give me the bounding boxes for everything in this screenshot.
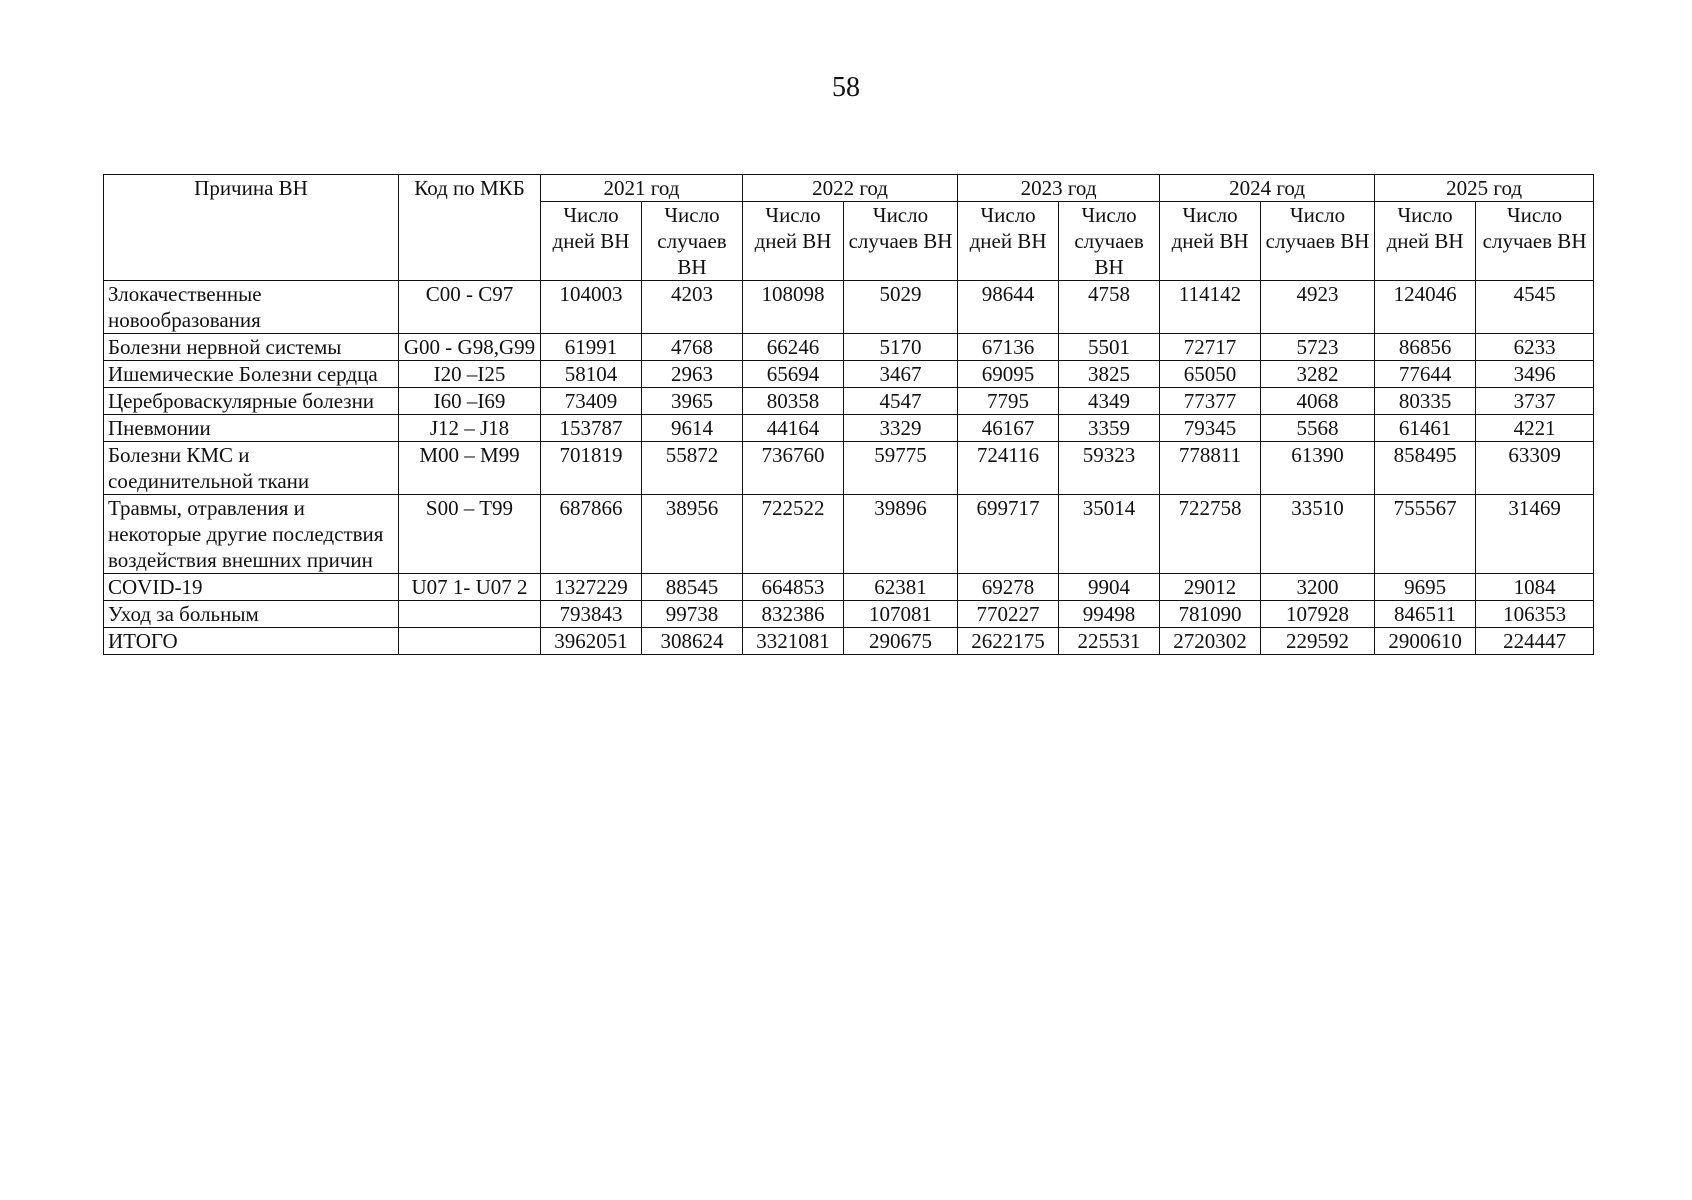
cell-2024-cases: 107928	[1261, 601, 1375, 628]
row-code: U07 1- U07 2	[399, 574, 541, 601]
header-cases: Число случаев ВН	[1059, 202, 1160, 281]
cell-2025-cases: 106353	[1476, 601, 1594, 628]
cell-2025-cases: 3737	[1476, 388, 1594, 415]
cell-2021-cases: 308624	[642, 628, 743, 655]
cell-2022-cases: 3467	[844, 361, 958, 388]
header-year-2022: 2022 год	[743, 175, 958, 202]
page-number: 58	[832, 72, 860, 103]
table-row	[104, 281, 1594, 334]
cell-2025-cases: 63309	[1476, 442, 1594, 495]
cell-2025-days: 755567	[1375, 495, 1476, 574]
table-row	[104, 495, 1594, 574]
cell-2024-days: 72717	[1160, 334, 1261, 361]
cell-2023-days: 2622175	[958, 628, 1059, 655]
header-year-2023: 2023 год	[958, 175, 1160, 202]
cell-2024-cases: 4923	[1261, 281, 1375, 334]
cell-2024-cases: 3200	[1261, 574, 1375, 601]
cell-2022-days: 664853	[743, 574, 844, 601]
row-cause: Болезни КМС и соединительной ткани	[104, 442, 399, 495]
cell-2025-days: 858495	[1375, 442, 1476, 495]
cell-2022-cases: 39896	[844, 495, 958, 574]
row-code: I20 –I25	[399, 361, 541, 388]
cell-2022-cases: 62381	[844, 574, 958, 601]
header-cause: Причина ВН	[104, 175, 399, 281]
row-code: M00 – M99	[399, 442, 541, 495]
cell-2022-cases: 5170	[844, 334, 958, 361]
header-days: Число дней ВН	[541, 202, 642, 281]
row-cause: Цереброваскулярные болезни	[104, 388, 399, 415]
header-cases: Число случаев ВН	[1476, 202, 1594, 281]
cell-2024-cases: 4068	[1261, 388, 1375, 415]
header-cases: Число случаев ВН	[1261, 202, 1375, 281]
cell-2023-days: 98644	[958, 281, 1059, 334]
cell-2025-cases: 6233	[1476, 334, 1594, 361]
cell-2024-cases: 61390	[1261, 442, 1375, 495]
row-cause: Злокачественные новообразования	[104, 281, 399, 334]
cell-2023-cases: 225531	[1059, 628, 1160, 655]
cell-2025-days: 86856	[1375, 334, 1476, 361]
cell-2023-cases: 99498	[1059, 601, 1160, 628]
cell-2024-days: 77377	[1160, 388, 1261, 415]
cell-2023-days: 7795	[958, 388, 1059, 415]
cell-2025-days: 124046	[1375, 281, 1476, 334]
cell-2022-days: 722522	[743, 495, 844, 574]
cell-2021-days: 58104	[541, 361, 642, 388]
header-cases: Число случаев ВН	[642, 202, 743, 281]
table-row	[104, 361, 1594, 388]
cell-2025-days: 846511	[1375, 601, 1476, 628]
cell-2024-days: 778811	[1160, 442, 1261, 495]
cell-2023-days: 67136	[958, 334, 1059, 361]
cell-2025-cases: 4545	[1476, 281, 1594, 334]
row-code	[399, 601, 541, 628]
cell-2021-days: 793843	[541, 601, 642, 628]
cell-2023-cases: 4349	[1059, 388, 1160, 415]
table-row-total	[104, 628, 1594, 655]
cell-2022-days: 3321081	[743, 628, 844, 655]
cell-2024-days: 781090	[1160, 601, 1261, 628]
row-cause: Ишемические Болезни сердца	[104, 361, 399, 388]
cell-2024-days: 79345	[1160, 415, 1261, 442]
row-code: C00 - C97	[399, 281, 541, 334]
cell-2021-cases: 9614	[642, 415, 743, 442]
cell-2021-days: 61991	[541, 334, 642, 361]
row-cause: Болезни нервной системы	[104, 334, 399, 361]
cell-2022-cases: 107081	[844, 601, 958, 628]
cell-2023-cases: 59323	[1059, 442, 1160, 495]
header-days: Число дней ВН	[1375, 202, 1476, 281]
cell-2023-days: 69278	[958, 574, 1059, 601]
cell-2025-days: 9695	[1375, 574, 1476, 601]
cell-2022-cases: 5029	[844, 281, 958, 334]
row-cause: Уход за больным	[104, 601, 399, 628]
sick-leave-table	[103, 174, 1594, 655]
cell-2021-cases: 99738	[642, 601, 743, 628]
cell-2021-days: 73409	[541, 388, 642, 415]
row-code: I60 –I69	[399, 388, 541, 415]
cell-2022-days: 66246	[743, 334, 844, 361]
table-row	[104, 442, 1594, 495]
cell-2025-cases: 3496	[1476, 361, 1594, 388]
header-year-2021: 2021 год	[541, 175, 743, 202]
cell-2025-days: 77644	[1375, 361, 1476, 388]
cell-2023-days: 770227	[958, 601, 1059, 628]
cell-2023-cases: 5501	[1059, 334, 1160, 361]
cell-2021-cases: 4203	[642, 281, 743, 334]
table-row	[104, 415, 1594, 442]
header-days: Число дней ВН	[1160, 202, 1261, 281]
cell-2021-cases: 38956	[642, 495, 743, 574]
cell-2023-cases: 4758	[1059, 281, 1160, 334]
cell-2022-days: 736760	[743, 442, 844, 495]
cell-2022-cases: 4547	[844, 388, 958, 415]
cell-2021-days: 104003	[541, 281, 642, 334]
cell-2025-cases: 224447	[1476, 628, 1594, 655]
header-year-2025: 2025 год	[1375, 175, 1594, 202]
header-year-2024: 2024 год	[1160, 175, 1375, 202]
cell-2021-days: 3962051	[541, 628, 642, 655]
row-code: G00 - G98,G99	[399, 334, 541, 361]
cell-2021-cases: 88545	[642, 574, 743, 601]
row-code	[399, 628, 541, 655]
cell-2024-days: 722758	[1160, 495, 1261, 574]
cell-2024-days: 114142	[1160, 281, 1261, 334]
cell-2024-days: 2720302	[1160, 628, 1261, 655]
cell-2021-cases: 55872	[642, 442, 743, 495]
row-cause: Пневмонии	[104, 415, 399, 442]
cell-2021-cases: 2963	[642, 361, 743, 388]
cell-2025-cases: 1084	[1476, 574, 1594, 601]
cell-2023-cases: 9904	[1059, 574, 1160, 601]
cell-2022-days: 832386	[743, 601, 844, 628]
cell-2023-cases: 35014	[1059, 495, 1160, 574]
cell-2023-days: 699717	[958, 495, 1059, 574]
cell-2023-cases: 3359	[1059, 415, 1160, 442]
row-code: S00 – T99	[399, 495, 541, 574]
row-code: J12 – J18	[399, 415, 541, 442]
header-days: Число дней ВН	[958, 202, 1059, 281]
cell-2024-days: 29012	[1160, 574, 1261, 601]
cell-2024-cases: 33510	[1261, 495, 1375, 574]
cell-2024-cases: 5723	[1261, 334, 1375, 361]
cell-2025-days: 2900610	[1375, 628, 1476, 655]
cell-2023-days: 46167	[958, 415, 1059, 442]
cell-2025-days: 80335	[1375, 388, 1476, 415]
cell-2021-cases: 3965	[642, 388, 743, 415]
cell-2022-cases: 59775	[844, 442, 958, 495]
table-row	[104, 574, 1594, 601]
table-row	[104, 388, 1594, 415]
header-cases: Число случаев ВН	[844, 202, 958, 281]
table-row	[104, 601, 1594, 628]
cell-2022-days: 65694	[743, 361, 844, 388]
cell-2025-days: 61461	[1375, 415, 1476, 442]
cell-2022-days: 44164	[743, 415, 844, 442]
cell-2021-days: 701819	[541, 442, 642, 495]
cell-2023-days: 69095	[958, 361, 1059, 388]
cell-2021-days: 153787	[541, 415, 642, 442]
header-row-years	[104, 175, 1594, 202]
table-row	[104, 334, 1594, 361]
cell-2022-cases: 3329	[844, 415, 958, 442]
cell-2024-cases: 3282	[1261, 361, 1375, 388]
cell-2021-days: 1327229	[541, 574, 642, 601]
cell-2022-cases: 290675	[844, 628, 958, 655]
cell-2024-days: 65050	[1160, 361, 1261, 388]
row-cause: COVID-19	[104, 574, 399, 601]
cell-2021-cases: 4768	[642, 334, 743, 361]
row-cause: Травмы, отравления и некоторые другие последствия воздействия внешних причин	[104, 495, 399, 574]
cell-2025-cases: 4221	[1476, 415, 1594, 442]
cell-2021-days: 687866	[541, 495, 642, 574]
cell-2022-days: 80358	[743, 388, 844, 415]
cell-2024-cases: 5568	[1261, 415, 1375, 442]
header-days: Число дней ВН	[743, 202, 844, 281]
cell-2024-cases: 229592	[1261, 628, 1375, 655]
cell-2025-cases: 31469	[1476, 495, 1594, 574]
header-code: Код по МКБ	[399, 175, 541, 281]
row-cause: ИТОГО	[104, 628, 399, 655]
cell-2023-days: 724116	[958, 442, 1059, 495]
cell-2023-cases: 3825	[1059, 361, 1160, 388]
cell-2022-days: 108098	[743, 281, 844, 334]
